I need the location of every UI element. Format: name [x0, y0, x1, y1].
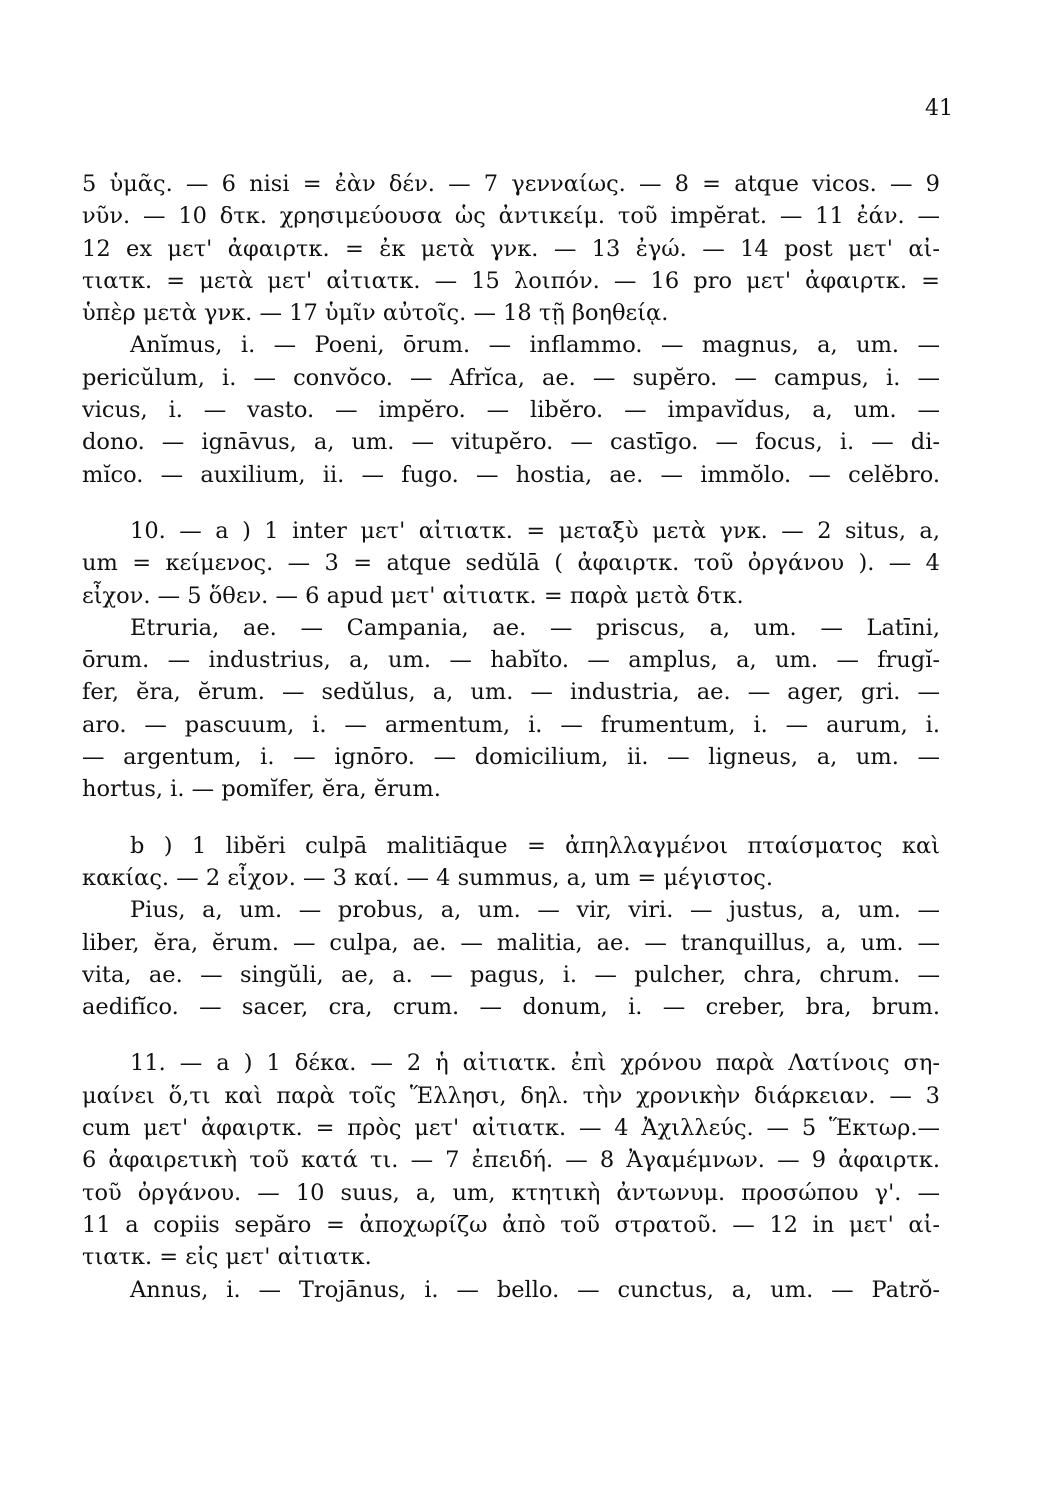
text-line: aro. — pascuum, i. — armentum, i. — frumentum, i. — aurum, i. — [82, 711, 940, 738]
text-line: ōrum. — industrius, a, um. — habĭto. — amplus, a, um. — frugĭ- — [82, 647, 940, 674]
text-line: κακίας. — 2 εἶχον. — 3 καί. — 4 summus, a, um = μέγιστος. — [82, 864, 774, 891]
text-line: εἶχον. — 5 ὅθεν. — 6 apud μετ' αἰτιατκ. = παρὰ μετὰ δτκ. — [82, 582, 744, 609]
text-line: 12 ex μετ' ἀφαιρτκ. = ἐκ μετὰ γνκ. — 13 ἐγώ. — 14 post μετ' αἰ- — [82, 235, 940, 262]
text-line: 10. — a ) 1 inter μετ' αἰτιατκ. = μεταξὺ μετὰ γνκ. — 2 situs, a, — [130, 517, 940, 544]
text-line: 5 ὑμᾶς. — 6 nisi = ἐὰν δέν. — 7 γενναίως. — 8 = atque vicos. — 9 — [82, 171, 940, 197]
text-line: τιατκ. = εἰς μετ' αἰτιατκ. — [82, 1244, 372, 1271]
text-line: mĭco. — auxilium, ii. — fugo. — hostia, ae. — immŏlo. — celĕbro. — [82, 461, 940, 488]
text-line: um = κείμενος. — 3 = atque sedŭlā ( ἀφαιρτκ. τοῦ ὀργάνου ). — 4 — [82, 550, 940, 577]
paragraph-gap — [82, 1023, 940, 1047]
text-line: b ) 1 libĕri culpā malitiāque = ἀπηλλαγμένοι πταίσματος καὶ — [130, 832, 940, 859]
text-line: Pius, a, um. — probus, a, um. — vir, viri. — justus, a, um. — — [130, 897, 940, 924]
text-line: Annus, i. — Trojānus, i. — bello. — cunctus, a, um. — Patrŏ- — [130, 1276, 940, 1303]
text-line: hortus, i. — pomĭfer, ĕra, ĕrum. — [82, 776, 441, 803]
text-line: pericŭlum, i. — convŏco. — Afrĭca, ae. — supĕro. — campus, i. — — [82, 364, 940, 391]
text-line: vicus, i. — vasto. — impĕro. — libĕro. — impavĭdus, a, um. — — [82, 397, 940, 424]
body-text — [82, 168, 940, 1306]
text-line: ὑπὲρ μετὰ γνκ. — 17 ὑμῖν αὐτοῖς. — 18 τῇ βοηθείᾳ. — [82, 300, 669, 327]
text-line: 11. — a ) 1 δέκα. — 2 ἡ αἰτιατκ. ἐπὶ χρόνου παρὰ Λατίνοις ση- — [130, 1050, 940, 1077]
paragraph-gap — [82, 806, 940, 830]
text-line: dono. — ignāvus, a, um. — vitupĕro. — castīgo. — focus, i. — di- — [82, 429, 940, 456]
text-line: τιατκ. = μετὰ μετ' αἰτιατκ. — 15 λοιπόν. — 16 pro μετ' ἀφαιρτκ. = — [82, 267, 940, 294]
paragraph-gap — [82, 491, 940, 515]
text-line: μαίνει ὅ,τι καὶ παρὰ τοῖς Ἕλλησι, δηλ. τὴν χρονικὴν διάρκειαν. — 3 — [82, 1082, 940, 1109]
text-line: — argentum, i. — ignōro. — domicilium, ii. — ligneus, a, um. — — [82, 744, 940, 771]
page-number: 41 — [925, 96, 953, 121]
text-line: νῦν. — 10 δτκ. χρησιμεύουσα ὡς ἀντικείμ. τοῦ impĕrat. — 11 ἐάν. — — [82, 203, 940, 230]
text-line: aedifĭco. — sacer, cra, crum. — donum, i. — creber, bra, brum. — [82, 994, 940, 1021]
text-line: Anĭmus, i. — Poeni, ōrum. — inflammo. — magnus, a, um. — — [130, 332, 940, 359]
text-line: 6 ἀφαιρετικὴ τοῦ κατά τι. — 7 ἐπειδή. — 8 Ἀγαμέμνων. — 9 ἀφαιρτκ. — [82, 1147, 940, 1174]
text-line: liber, ĕra, ĕrum. — culpa, ae. — malitia, ae. — tranquillus, a, um. — — [82, 929, 940, 956]
text-line: τοῦ ὀργάνου. — 10 suus, a, um, κτητικὴ ἀντωνυμ. προσώπου γ'. — — [82, 1179, 940, 1206]
text-line: Etruria, ae. — Campania, ae. — priscus, a, um. — Latīni, — [130, 614, 940, 641]
text-line: fer, ĕra, ĕrum. — sedŭlus, a, um. — industria, ae. — ager, gri. — — [82, 679, 940, 706]
text-line: cum μετ' ἀφαιρτκ. = πρὸς μετ' αἰτιατκ. — 4 Ἀχιλλεύς. — 5 Ἕκτωρ.— — [82, 1115, 940, 1142]
text-line: vita, ae. — singŭli, ae, a. — pagus, i. — pulcher, chra, chrum. — — [82, 961, 940, 988]
text-line: 11 a copiis sepăro = ἀποχωρίζω ἀπὸ τοῦ στρατοῦ. — 12 in μετ' αἰ- — [82, 1211, 940, 1238]
